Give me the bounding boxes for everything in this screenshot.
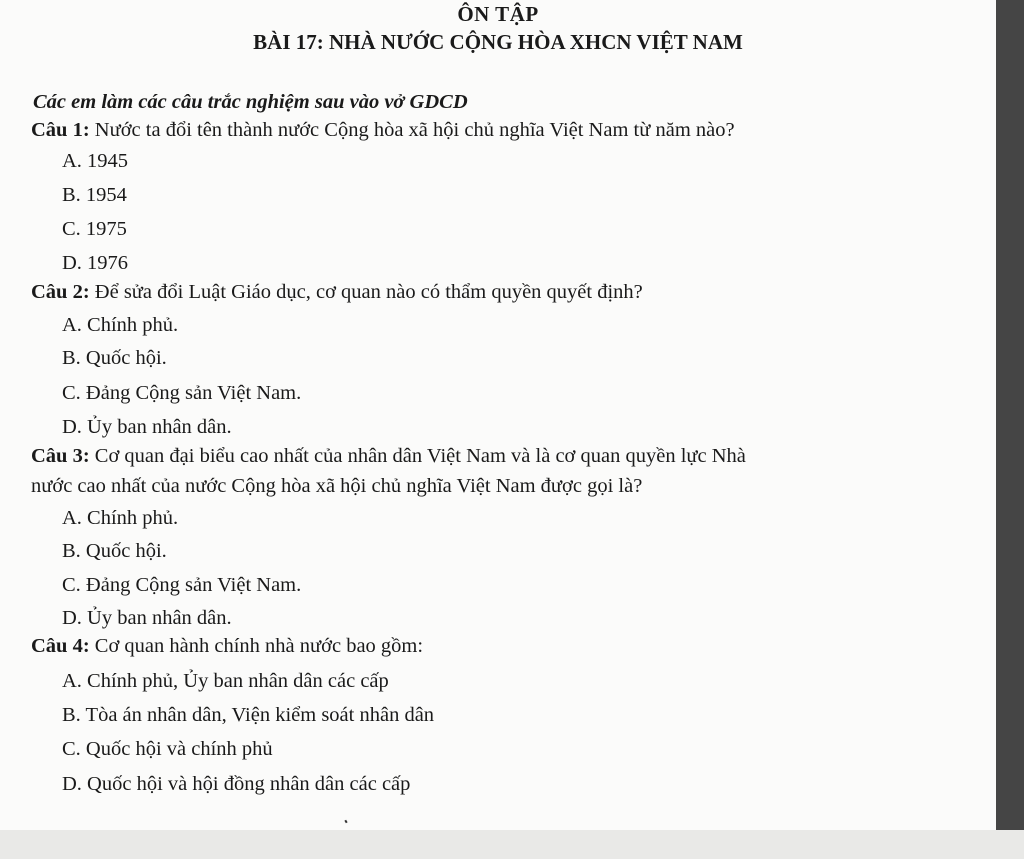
question-1 bbox=[31, 118, 735, 142]
question-3 bbox=[31, 444, 746, 468]
question-2-label: Câu 2: bbox=[31, 281, 90, 303]
question-1-option-a: A. 1945 bbox=[62, 150, 129, 172]
question-1-option-d: D. 1976 bbox=[62, 252, 129, 274]
question-1-text: Nước ta đổi tên thành nước Cộng hòa xã hội chủ nghĩa Việt Nam từ năm nào? bbox=[94, 119, 735, 141]
question-3-text-line-2: nước cao nhất của nước Cộng hòa xã hội chủ nghĩa Việt Nam được gọi là? bbox=[31, 475, 643, 497]
stray-mark bbox=[344, 820, 347, 824]
right-edge-shadow bbox=[996, 0, 1024, 830]
question-2-option-a: A. Chính phủ. bbox=[62, 314, 179, 336]
question-3-option-b: B. Quốc hội. bbox=[62, 540, 167, 562]
question-3-label: Câu 3: bbox=[31, 445, 90, 467]
question-2-text: Để sửa đổi Luật Giáo dục, cơ quan nào có thẩm quyền quyết định? bbox=[94, 281, 643, 303]
question-4-label: Câu 4: bbox=[31, 635, 90, 657]
bottom-edge bbox=[0, 830, 1024, 859]
question-3-option-c: C. Đảng Cộng sản Việt Nam. bbox=[62, 574, 302, 596]
question-1-option-c: C. 1975 bbox=[62, 218, 127, 240]
question-2-option-b: B. Quốc hội. bbox=[62, 347, 167, 369]
question-2 bbox=[31, 280, 643, 304]
document-subtitle: BÀI 17: NHÀ NƯỚC CỘNG HÒA XHCN VIỆT NAM bbox=[253, 30, 743, 54]
instruction-text: Các em làm các câu trắc nghiệm sau vào vở GDCD bbox=[33, 91, 468, 113]
question-4-option-c: C. Quốc hội và chính phủ bbox=[62, 738, 273, 760]
question-3-option-d: D. Ủy ban nhân dân. bbox=[62, 607, 232, 629]
question-1-option-b: B. 1954 bbox=[62, 184, 127, 206]
question-4 bbox=[31, 634, 423, 658]
question-2-option-d: D. Ủy ban nhân dân. bbox=[62, 416, 232, 438]
question-4-option-b: B. Tòa án nhân dân, Viện kiểm soát nhân dân bbox=[62, 704, 435, 726]
document-title: ÔN TẬP bbox=[457, 2, 539, 26]
question-4-text: Cơ quan hành chính nhà nước bao gồm: bbox=[94, 635, 424, 657]
question-4-option-a: A. Chính phủ, Ủy ban nhân dân các cấp bbox=[62, 670, 389, 692]
question-2-option-c: C. Đảng Cộng sản Việt Nam. bbox=[62, 382, 302, 404]
question-3-option-a: A. Chính phủ. bbox=[62, 507, 179, 529]
question-4-option-d: D. Quốc hội và hội đồng nhân dân các cấp bbox=[62, 773, 411, 795]
question-3-text-line-1: Cơ quan đại biểu cao nhất của nhân dân Việt Nam và là cơ quan quyền lực Nhà bbox=[94, 445, 746, 467]
question-1-label: Câu 1: bbox=[31, 119, 90, 141]
